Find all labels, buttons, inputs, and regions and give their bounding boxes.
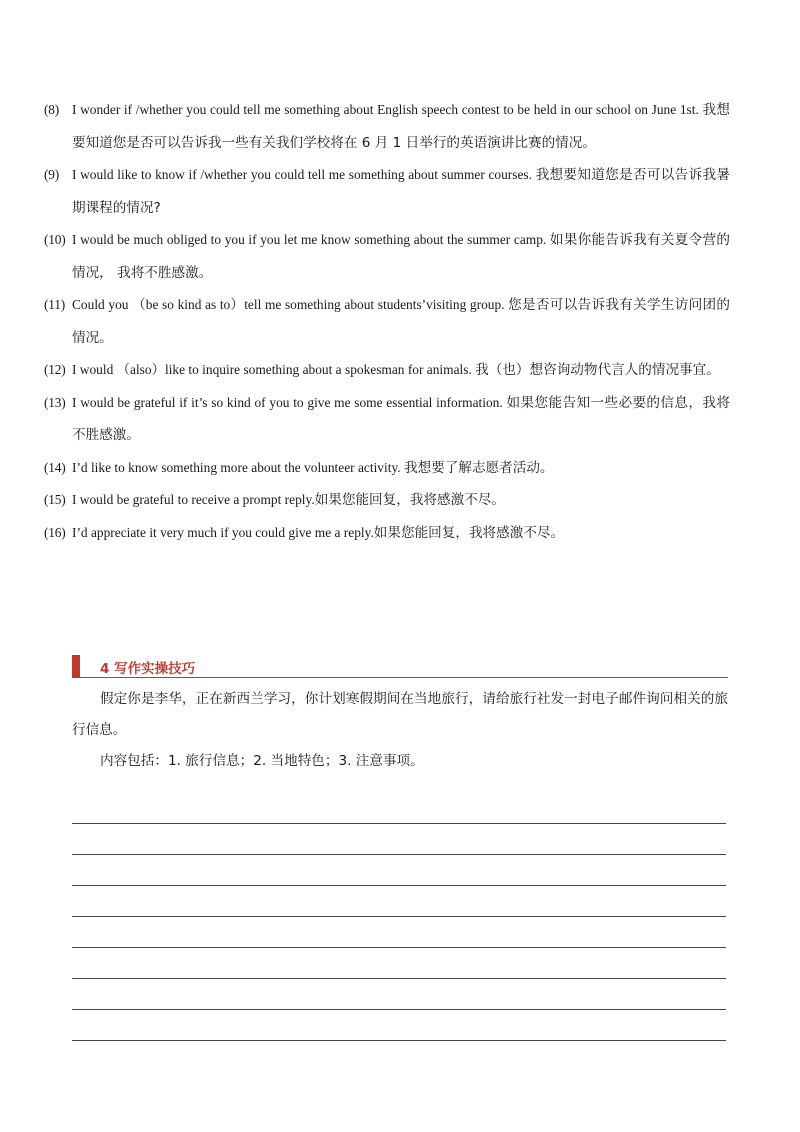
sentence-chinese: 如果您能回复，我将感激不尽。: [373, 524, 565, 541]
sentence-number: (14): [44, 459, 66, 475]
sentence-number: (13): [44, 394, 66, 410]
section-accent-bar: [72, 655, 80, 677]
sentence-number: (9): [44, 167, 60, 182]
sentence-chinese: 我想要了解志愿者活动。: [403, 459, 554, 476]
answer-line[interactable]: [72, 793, 726, 824]
sentence-english: I would （also）like to inquire something about a spokesman for animals.: [72, 362, 472, 377]
sentence-item: [44, 517, 730, 550]
sentence-chinese: 我想要知道您是否可以告诉我暑期课程的情况?: [72, 167, 730, 216]
sentence-item: [44, 387, 730, 452]
sentence-english: I’d like to know something more about the volunteer activity.: [72, 459, 401, 475]
answer-line[interactable]: [72, 1010, 726, 1041]
sentence-english: I would like to know if /whether you could tell me something about summer courses.: [72, 167, 532, 182]
sentence-chinese: 如果您能告知一些必要的信息，我将不胜感激。: [72, 394, 731, 443]
sentence-number: (8): [44, 102, 60, 117]
task-prompt: 假定你是李华，正在新西兰学习，你计划寒假期间在当地旅行，请给旅行社发一封电子邮件询问相关的旅行信息。: [72, 691, 728, 738]
answer-line[interactable]: [72, 979, 726, 1010]
sentence-english: I wonder if /whether you could tell me something about English speech contest to be held in our school on June 1st.: [72, 102, 699, 117]
sentence-item: [44, 354, 730, 387]
section-heading: [72, 655, 728, 678]
sentence-english: I would be grateful to receive a prompt reply.: [72, 492, 315, 507]
sentence-english: I would be much obliged to you if you let me know something about the summer camp.: [72, 232, 547, 247]
answer-line[interactable]: [72, 886, 726, 917]
answer-line[interactable]: [72, 855, 726, 886]
sentence-number: (16): [44, 524, 66, 540]
sentence-chinese: 我（也）想咨询动物代言人的情况事宜。: [475, 362, 720, 378]
sentence-item: [44, 452, 730, 485]
sentence-number: (10): [44, 232, 66, 247]
sentence-number: (12): [44, 362, 66, 377]
sentence-english: Could you （be so kind as to）tell me something about students’visiting group.: [72, 297, 505, 312]
sentence-item: [44, 484, 730, 517]
answer-line[interactable]: [72, 948, 726, 979]
sentence-number: (15): [44, 492, 66, 507]
sentence-english: I’d appreciate it very much if you could give me a reply.: [72, 524, 374, 540]
sentence-item: [44, 94, 730, 159]
section-title: 4 写作实操技巧: [100, 661, 196, 677]
sentence-chinese: 我想要知道您是否可以告诉我一些有关我们学校将在 6 月 1 日举行的英语演讲比赛的情况。: [72, 102, 731, 151]
sentence-number: (11): [44, 297, 66, 312]
sentence-chinese: 您是否可以告诉我有关学生访问团的情况。: [72, 297, 730, 346]
writing-task: [72, 684, 728, 777]
example-sentence-list: [44, 94, 730, 549]
sentence-english: I would be grateful if it’s so kind of you to give me some essential information.: [72, 394, 503, 410]
sentence-item: [44, 224, 730, 289]
task-content: 内容包括：1. 旅行信息；2. 当地特色；3. 注意事项。: [100, 753, 424, 769]
sentence-item: [44, 159, 730, 224]
sentence-chinese: 如果您能回复，我将感激不尽。: [314, 492, 505, 508]
answer-line[interactable]: [72, 917, 726, 948]
answer-lines[interactable]: [72, 793, 726, 1041]
sentence-item: [44, 289, 730, 354]
answer-line[interactable]: [72, 824, 726, 855]
sentence-chinese: 如果你能告诉我有关夏令营的情况， 我将不胜感激。: [72, 232, 730, 281]
